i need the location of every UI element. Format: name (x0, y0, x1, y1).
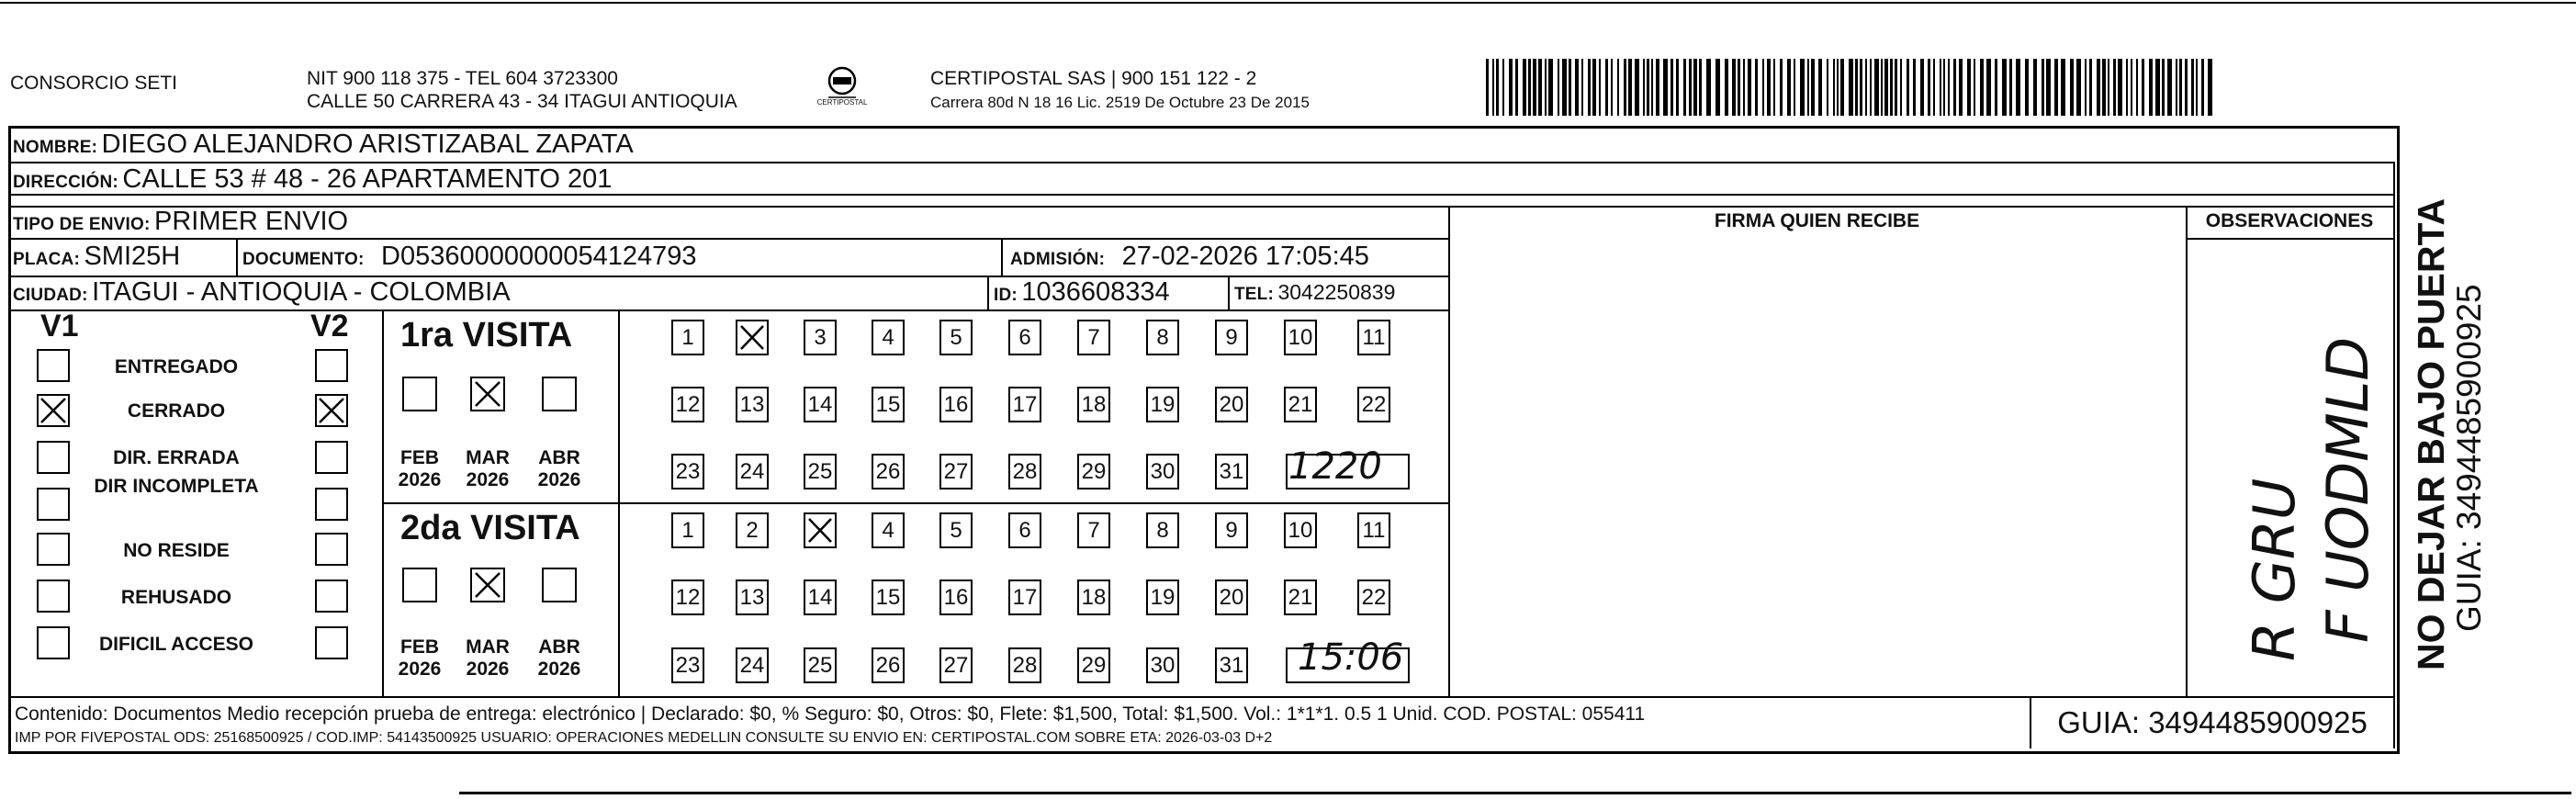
barcode-bar (2136, 59, 2138, 116)
day-box[interactable]: 24 (736, 647, 769, 683)
barcode-bar (1818, 59, 1822, 116)
barcode-bar (1548, 59, 1553, 116)
second-visit-title: 2da VISITA (400, 509, 580, 547)
barcode-bar (1787, 59, 1791, 116)
barcode-bar (1624, 59, 1626, 116)
status-label: DIR. ERRADA (113, 447, 240, 468)
tipo-label: TIPO DE ENVIO: (13, 215, 151, 234)
day-box[interactable]: 18 (1077, 387, 1110, 422)
v2-label: V2 (310, 309, 349, 343)
day-box[interactable]: 17 (1008, 580, 1041, 615)
tel-row (1234, 280, 1395, 305)
admision-value: 27-02-2026 17:05:45 (1121, 242, 1369, 271)
day-box[interactable]: 10 (1284, 512, 1317, 548)
day-box[interactable]: 27 (939, 647, 973, 683)
v1-checkbox[interactable] (37, 394, 70, 427)
ciudad-label: CIUDAD: (13, 286, 88, 305)
v2-checkbox[interactable] (315, 441, 348, 474)
barcode-bar (1651, 59, 1653, 116)
ciudad-value: ITAGUI - ANTIOQUIA - COLOMBIA (92, 277, 511, 307)
barcode-bar (1656, 59, 1659, 116)
day-box[interactable]: 23 (671, 454, 704, 490)
v1-label: V1 (40, 309, 79, 343)
day-box[interactable]: 1 (671, 512, 704, 548)
barcode-bar (1743, 59, 1745, 116)
barcode-bar (1643, 59, 1645, 116)
barcode-bar (1833, 59, 1835, 116)
day-box[interactable]: 29 (1077, 647, 1110, 683)
barcode-bar (1599, 59, 1601, 116)
row-line (8, 206, 2394, 208)
barcode-bar (1794, 59, 1795, 116)
placa-value: SMI25H (84, 242, 181, 271)
barcode-bar (1528, 59, 1531, 116)
barcode-bar (2097, 59, 2100, 116)
v1-checkbox[interactable] (37, 349, 70, 382)
col-line (618, 309, 620, 696)
barcode-bar (1913, 59, 1916, 116)
barcode-bar (1725, 59, 1728, 116)
day-box[interactable]: 21 (1284, 387, 1317, 422)
day-box[interactable]: 26 (872, 647, 905, 683)
barcode-bar (2201, 59, 2204, 116)
barcode-bar (1676, 59, 1679, 116)
first-visit-time: 1220 (1288, 445, 1382, 488)
day-box[interactable] (736, 320, 769, 355)
barcode-bar (2131, 59, 2132, 116)
day-box[interactable]: 20 (1215, 580, 1248, 615)
visit-divider (382, 502, 1449, 504)
barcode-bar (1647, 59, 1649, 116)
col-line (236, 238, 238, 276)
barcode-bar (1502, 59, 1504, 116)
barcode-bar (2016, 59, 2020, 116)
documento-row (242, 242, 697, 272)
barcode-bar (1515, 59, 1518, 116)
certipostal-logo (815, 64, 870, 115)
barcode-bar (1592, 59, 1596, 116)
day-box[interactable]: 13 (736, 387, 769, 422)
barcode-bar (2002, 59, 2007, 116)
nombre-label: NOMBRE: (13, 138, 98, 157)
barcode-bar (1860, 59, 1862, 116)
day-box[interactable]: 16 (939, 387, 973, 422)
barcode-bar (1605, 59, 1608, 116)
day-box[interactable]: 26 (872, 454, 905, 490)
ciudad-row (13, 277, 511, 308)
day-box[interactable]: 20 (1215, 387, 1248, 422)
barcode-bar (1663, 59, 1668, 116)
barcode-bar (2076, 59, 2081, 116)
placa-label: PLACA: (13, 250, 80, 269)
barcode-bar (2054, 59, 2058, 116)
barcode-bar (1755, 59, 1758, 116)
id-label: ID: (994, 286, 1018, 305)
observaciones-header: OBSERVACIONES (2205, 210, 2374, 231)
barcode-bar (1900, 59, 1902, 116)
status-label: NO RESIDE (123, 540, 230, 561)
first-visit-title: 1ra VISITA (400, 316, 573, 354)
barcode-bar (1780, 59, 1783, 116)
day-box[interactable]: 31 (1215, 647, 1248, 683)
day-box[interactable]: 22 (1357, 580, 1390, 615)
barcode-bar (2033, 59, 2037, 116)
barcode-bar (1837, 59, 1839, 116)
barcode-bar (1773, 59, 1775, 116)
day-box[interactable]: 8 (1146, 512, 1179, 548)
documento-label: DOCUMENTO: (242, 250, 365, 269)
day-box[interactable]: 30 (1146, 454, 1179, 490)
barcode-bar (1920, 59, 1924, 116)
day-box[interactable]: 9 (1215, 512, 1248, 548)
v2-checkbox[interactable] (315, 349, 348, 382)
month-year: 2026 (398, 469, 442, 490)
barcode-bar (1811, 59, 1815, 116)
day-box[interactable]: 7 (1077, 320, 1110, 355)
month-name: MAR (466, 636, 510, 658)
top-rule (0, 2, 2576, 4)
v2-checkbox[interactable] (315, 626, 348, 659)
day-box[interactable]: 24 (736, 454, 769, 490)
barcode-bar (1895, 59, 1897, 116)
barcode-bar (1569, 59, 1571, 116)
id-value: 1036608334 (1021, 277, 1170, 307)
barcode-bar (1884, 59, 1888, 116)
barcode-bar (1558, 59, 1559, 116)
month-label (392, 636, 447, 681)
day-box[interactable]: 16 (939, 580, 973, 615)
barcode-bar (1995, 59, 1997, 116)
barcode-bar (2025, 59, 2029, 116)
day-box[interactable]: 21 (1284, 580, 1317, 615)
day-box[interactable]: 11 (1357, 512, 1390, 548)
day-box[interactable]: 7 (1077, 512, 1110, 548)
barcode-bar (1974, 59, 1975, 116)
col-line (1448, 206, 1450, 696)
barcode-bar (1628, 59, 1632, 116)
tipo-row (13, 207, 348, 237)
barcode-bar (1840, 59, 1844, 116)
company-name: CONSORCIO SETI (10, 73, 178, 94)
barcode-bar (2118, 59, 2122, 116)
barcode-bar (1849, 59, 1853, 116)
v1-checkbox[interactable] (37, 533, 70, 566)
col-line (2186, 206, 2188, 696)
barcode-bar (2179, 59, 2182, 116)
barcode-bar (2061, 59, 2065, 116)
barcode-bar (1980, 59, 1984, 116)
day-box[interactable]: 10 (1284, 320, 1317, 355)
barcode-bar (1943, 59, 1945, 116)
day-box[interactable]: 6 (1008, 320, 1041, 355)
footer-guia: GUIA: 3494485900925 (2057, 705, 2368, 739)
day-box[interactable]: 22 (1357, 387, 1390, 422)
day-box[interactable]: 5 (939, 512, 973, 548)
barcode-bar (1486, 59, 1489, 116)
address-line: CALLE 50 CARRERA 43 - 34 ITAGUI ANTIOQUIA (307, 91, 737, 112)
v1-checkbox[interactable] (37, 488, 70, 521)
barcode-bar (2142, 59, 2144, 116)
barcode-bar (2176, 59, 2177, 116)
status-label: DIR INCOMPLETA (94, 476, 259, 497)
barcode-bar (1538, 59, 1542, 116)
day-box[interactable]: 25 (804, 454, 837, 490)
direccion-value: CALLE 53 # 48 - 26 APARTAMENTO 201 (122, 164, 613, 194)
day-box[interactable]: 15 (872, 387, 905, 422)
barcode-bar (1865, 59, 1867, 116)
day-box[interactable]: 23 (671, 647, 704, 683)
barcode-bar (2162, 59, 2165, 116)
status-label: REHUSADO (120, 587, 232, 608)
day-box[interactable]: 11 (1357, 320, 1390, 355)
side-guia: GUIA: 3494485900925 (2450, 284, 2488, 632)
row-line (8, 238, 1449, 240)
barcode-bar (1933, 59, 1935, 116)
barcode-bar (2155, 59, 2160, 116)
barcode-bar (2085, 59, 2087, 116)
day-box[interactable]: 31 (1215, 454, 1248, 490)
month-name: FEB (400, 636, 439, 658)
day-box[interactable]: 4 (872, 512, 905, 548)
day-box[interactable]: 17 (1008, 387, 1041, 422)
barcode-bar (1575, 59, 1579, 116)
day-box[interactable]: 25 (804, 647, 837, 683)
barcode-bar (2042, 59, 2044, 116)
certipostal-sub: Carrera 80d N 18 16 Lic. 2519 De Octubre 23 De 2015 (930, 94, 1310, 111)
barcode-bar (2196, 59, 2198, 116)
col-line (2393, 162, 2395, 748)
barcode-bar (1890, 59, 1893, 116)
barcode-bar (1545, 59, 1547, 116)
barcode-bar (1967, 59, 1971, 116)
barcode-bar (1907, 59, 1909, 116)
barcode-bar (2167, 59, 2172, 116)
barcode-bar (1715, 59, 1720, 116)
barcode-bar (2070, 59, 2074, 116)
barcode-bar (1581, 59, 1583, 116)
second-visit-time: 15:06 (1298, 636, 1404, 679)
barcode-bar (2089, 59, 2092, 116)
day-box[interactable]: 12 (671, 387, 704, 422)
barcode-bar (1986, 59, 1991, 116)
day-box[interactable]: 28 (1008, 454, 1041, 490)
month-name: ABR (538, 636, 580, 658)
day-box[interactable]: 19 (1146, 387, 1179, 422)
barcode-bar (2009, 59, 2012, 116)
footer-line (8, 696, 2394, 698)
barcode-bar (2108, 59, 2109, 116)
nit-line: NIT 900 118 375 - TEL 604 3723300 (307, 68, 618, 89)
day-box[interactable]: 27 (939, 454, 973, 490)
certipostal-line: CERTIPOSTAL SAS | 900 151 122 - 2 (930, 68, 1257, 89)
col-line (987, 276, 989, 309)
v2-checkbox[interactable] (315, 394, 348, 427)
placa-row (13, 242, 180, 272)
barcode-bar (1617, 59, 1619, 116)
month-label (532, 447, 587, 491)
barcode-bar (2046, 59, 2051, 116)
v2-checkbox[interactable] (315, 580, 348, 613)
day-box[interactable]: 2 (736, 512, 769, 548)
observaciones-signature-2: F UODMLD (2314, 336, 2381, 643)
month-checkbox-feb[interactable] (402, 568, 437, 602)
month-name: ABR (538, 447, 580, 468)
observaciones-signature-1: R GRU (2241, 478, 2308, 661)
month-checkbox-abr[interactable] (542, 377, 577, 411)
month-year: 2026 (537, 469, 581, 490)
logo-text: CERTIPOSTAL (816, 98, 868, 107)
month-checkbox-feb[interactable] (402, 377, 437, 411)
day-box[interactable]: 9 (1215, 320, 1248, 355)
day-box[interactable]: 12 (671, 580, 704, 615)
tel-value: 3042250839 (1277, 280, 1396, 304)
v2-checkbox[interactable] (315, 488, 348, 521)
barcode-bar (1881, 59, 1883, 116)
v1-checkbox[interactable] (37, 441, 70, 474)
barcode-bar (2113, 59, 2116, 116)
row-line (8, 309, 1449, 311)
day-box[interactable]: 15 (872, 580, 905, 615)
barcode-bar (1683, 59, 1686, 116)
col-line (1001, 238, 1003, 276)
v2-checkbox[interactable] (315, 533, 348, 566)
day-box[interactable]: 8 (1146, 320, 1179, 355)
barcode-bar (2102, 59, 2106, 116)
day-box[interactable]: 3 (804, 320, 837, 355)
day-box[interactable]: 5 (939, 320, 973, 355)
documento-value: D05360000000054124793 (381, 242, 697, 271)
day-box[interactable]: 30 (1146, 647, 1179, 683)
barcode-bar (1533, 59, 1536, 116)
barcode-bar (1874, 59, 1879, 116)
barcode-bar (1611, 59, 1613, 116)
barcode-bar (1748, 59, 1751, 116)
month-year: 2026 (466, 469, 510, 490)
v1-checkbox[interactable] (37, 580, 70, 613)
day-box[interactable]: 18 (1077, 580, 1110, 615)
barcode-bar (1827, 59, 1828, 116)
no-dejar-bajo-puerta: NO DEJAR BAJO PUERTA (2410, 197, 2452, 670)
barcode-bar (1693, 59, 1697, 116)
status-label: ENTREGADO (114, 356, 239, 377)
day-box[interactable]: 14 (804, 387, 837, 422)
v1-checkbox[interactable] (37, 626, 70, 659)
direccion-label: DIRECCIÓN: (13, 173, 118, 192)
barcode-bar (2126, 59, 2128, 116)
barcode-bar (2185, 59, 2188, 116)
footer-contenido: Contenido: Documentos Medio recepción prueba de entrega: electrónico | Declarado: $0, % Seguro: $0, Otros: $0, Flete: $1,500, Total: $1,500. Vol.: 1*1*1. 0.5 1 Unid. COD. POSTAL: 055411 (15, 703, 1646, 725)
tipo-value: PRIMER ENVIO (154, 207, 349, 236)
row-line (8, 162, 2394, 163)
barcode-bar (1855, 59, 1858, 116)
barcode-bar (1732, 59, 1736, 116)
barcode-bar (1762, 59, 1764, 116)
nombre-row (13, 129, 634, 160)
day-box[interactable] (804, 512, 837, 548)
status-label: DIFICIL ACCESO (98, 634, 253, 655)
month-checkbox-mar[interactable] (470, 568, 505, 602)
barcode-bar (1496, 59, 1499, 116)
month-label (460, 636, 515, 681)
col-line (382, 309, 384, 696)
barcode-bar (1953, 59, 1956, 116)
month-year: 2026 (537, 658, 581, 680)
barcode-bar (1699, 59, 1702, 116)
month-checkbox-mar[interactable] (470, 377, 505, 411)
barcode-bar (2208, 59, 2212, 116)
barcode-bar (1800, 59, 1805, 116)
admision-row (1010, 242, 1369, 272)
row-line (2186, 238, 2394, 240)
barcode-bar (1670, 59, 1673, 116)
barcode-bar (1767, 59, 1771, 116)
firma-header: FIRMA QUIEN RECIBE (1714, 210, 1920, 231)
barcode-bar (1706, 59, 1711, 116)
day-box[interactable]: 19 (1146, 580, 1179, 615)
col-line (1228, 276, 1230, 309)
barcode-bar (1509, 59, 1513, 116)
day-box[interactable]: 4 (872, 320, 905, 355)
month-label (392, 447, 447, 491)
barcode-bar (1523, 59, 1526, 116)
barcode-bar (1562, 59, 1567, 116)
day-box[interactable]: 28 (1008, 647, 1041, 683)
month-label (460, 447, 515, 491)
month-name: MAR (466, 447, 510, 468)
direccion-row (13, 164, 612, 195)
day-box[interactable]: 1 (671, 320, 704, 355)
barcode-bar (1928, 59, 1930, 116)
month-checkbox-abr[interactable] (542, 568, 577, 602)
day-box[interactable]: 13 (736, 580, 769, 615)
barcode-bar (2191, 59, 2194, 116)
barcode-bar (2149, 59, 2153, 116)
barcode-bar (1959, 59, 1963, 116)
day-box[interactable]: 6 (1008, 512, 1041, 548)
barcode-bar (1738, 59, 1740, 116)
barcode (1486, 59, 2216, 116)
barcode-bar (1588, 59, 1591, 116)
barcode-bar (1940, 59, 1941, 116)
month-year: 2026 (466, 658, 510, 680)
nombre-value: DIEGO ALEJANDRO ARISTIZABAL ZAPATA (101, 129, 634, 159)
month-name: FEB (400, 447, 439, 468)
barcode-bar (1492, 59, 1494, 116)
id-row (994, 277, 1170, 308)
barcode-bar (1807, 59, 1809, 116)
status-label: CERRADO (127, 400, 226, 422)
month-year: 2026 (398, 658, 442, 680)
barcode-bar (1870, 59, 1872, 116)
day-box[interactable]: 14 (804, 580, 837, 615)
bottom-rule (459, 792, 2571, 794)
barcode-bar (1689, 59, 1692, 116)
barcode-bar (1948, 59, 1950, 116)
month-label (532, 636, 587, 681)
tel-label: TEL: (1234, 285, 1275, 304)
admision-label: ADMISIÓN: (1010, 250, 1106, 269)
footer-imp: IMP POR FIVEPOSTAL ODS: 25168500925 / COD.IMP: 54143500925 USUARIO: OPERACIONES MEDELLIN CONSULTE SU ENVIO EN: CERTIPOSTAL.COM SOBRE ETA: 2026-03-03 D+2 (15, 730, 1273, 746)
day-box[interactable]: 29 (1077, 454, 1110, 490)
barcode-bar (1635, 59, 1639, 116)
